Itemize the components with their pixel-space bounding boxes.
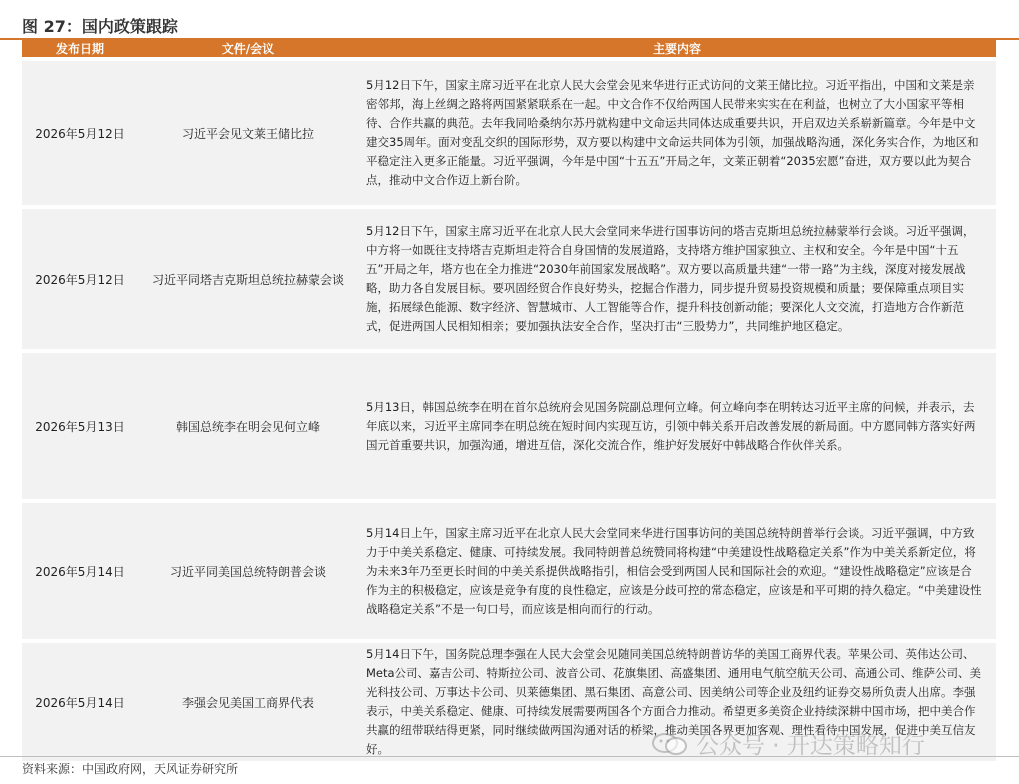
table-row [22, 209, 996, 349]
row-document: 习近平同塔吉克斯坦总统拉赫蒙会谈 [138, 209, 358, 349]
watermark-text: 公众号 · 开达策略知行 [696, 733, 925, 759]
policy-table [22, 40, 996, 761]
row-document: 习近平会见文莱王储比拉 [138, 61, 358, 205]
row-date: 2026年5月13日 [22, 353, 138, 499]
table-row [22, 353, 996, 499]
row-content: 5月12日下午，国家主席习近平在北京人民大会堂同来华进行国事访问的塔吉克斯坦总统拉赫蒙举行会谈。习近平强调，中方将一如既往支持塔吉克斯坦走符合自身国情的发展道路，支持塔方维护国家独立、主权和安全。今年是中国“十五五”开局之年，塔方也在全力推进“2030年前国家发展战略”。双方要以高质量共建“一带一路”为主线，深度对接发展战略，助力各自发展目标。要巩固经贸合作良好势头，挖掘合作潜力，同步提升贸易投资规模和质量；要保障重点项目实施，拓展绿色能源、数字经济、智慧城市、人工智能等合作，提升科技创新动能；要深化人文交流，打造地方合作新范式，促进两国人民相知相亲；要加强执法安全合作，坚决打击“三股势力”，共同维护地区稳定。 [358, 209, 996, 349]
row-content: 5月13日，韩国总统李在明在首尔总统府会见国务院副总理何立峰。何立峰向李在明转达习近平主席的问候，并表示，去年底以来，习近平主席同李在明总统在短时间内实现互访，引领中韩关系开启改善发展的新局面。中方愿同韩方落实好两国元首重要共识，加强沟通，增进互信，深化交流合作，维护好发展好中韩战略合作伙伴关系。 [358, 353, 996, 499]
row-document: 韩国总统李在明会见何立峰 [138, 353, 358, 499]
row-date: 2026年5月14日 [22, 503, 138, 639]
table-row [22, 61, 996, 205]
header-content: 主要内容 [358, 40, 996, 57]
row-document: 李强会见美国工商界代表 [138, 643, 358, 761]
table-row [22, 503, 996, 639]
row-date: 2026年5月12日 [22, 209, 138, 349]
source-note: 资料来源：中国政府网，天风证券研究所 [22, 762, 239, 776]
watermark [650, 727, 925, 760]
row-content: 5月14日上午，国家主席习近平在北京人民大会堂同来华进行国事访问的美国总统特朗普举行会谈。习近平强调，中方致力于中美关系稳定、健康、可持续发展。我同特朗普总统赞同将构建“中美建设性战略稳定关系”作为中美关系新定位，将为未来3年乃至更长时间的中美关系提供战略指引，相信会受到两国人民和国际社会的欢迎。“建设性战略稳定”应该是合作为主的积极稳定，应该是竞争有度的良性稳定，应该是分歧可控的常态稳定，应该是和平可期的持久稳定。“中美建设性战略稳定关系”不是一句口号，而应该是相向而行的行动。 [358, 503, 996, 639]
row-date: 2026年5月14日 [22, 643, 138, 761]
row-content: 5月14日下午，国务院总理李强在人民大会堂会见随同美国总统特朗普访华的美国工商界代表。苹果公司、英伟达公司、Meta公司、嘉吉公司、特斯拉公司、波音公司、花旗集团、高盛集团、通用电气航空航天公司、高通公司、维萨公司、美光科技公司、万事达卡公司、贝莱德集团、黑石集团、高意公司、因美纳公司等企业及纽约证券交易所负责人出席。李强表示，中美关系稳定、健康、可持续发展需要两国各个方面合力推动。希望更多美资企业持续深耕中国市场，把中美合作共赢的纽带联结得更紧，同时继续做两国沟通对话的桥梁，推动美国各界更加客观、理性看待中国发展，促进中美互信友好。 [358, 643, 996, 761]
table-header-row [22, 40, 996, 57]
row-content: 5月12日下午，国家主席习近平在北京人民大会堂会见来华进行正式访问的文莱王储比拉。习近平指出，中国和文莱是亲密邻邦，海上丝绸之路将两国紧紧联系在一起。中文合作不仅给两国人民带来实实在在利益，也树立了大小国家平等相待、合作共赢的典范。去年我同哈桑纳尔苏丹就构建中文命运共同体达成重要共识，开启双边关系崭新篇章。今年是中文建交35周年。面对变乱交织的国际形势，双方要以构建中文命运共同体为引领，加强战略沟通，深化务实合作，为地区和平稳定注入更多正能量。习近平强调，今年是中国“十五五”开局之年，文莱正朝着“2035宏愿”奋进，双方要以此为契合点，推动中文合作迈上新台阶。 [358, 61, 996, 205]
header-date: 发布日期 [22, 40, 138, 57]
wechat-icon [650, 731, 690, 757]
figure-title: 图 27：国内政策跟踪 [22, 17, 178, 36]
row-document: 习近平同美国总统特朗普会谈 [138, 503, 358, 639]
header-document: 文件/会议 [138, 40, 358, 57]
row-date: 2026年5月12日 [22, 61, 138, 205]
